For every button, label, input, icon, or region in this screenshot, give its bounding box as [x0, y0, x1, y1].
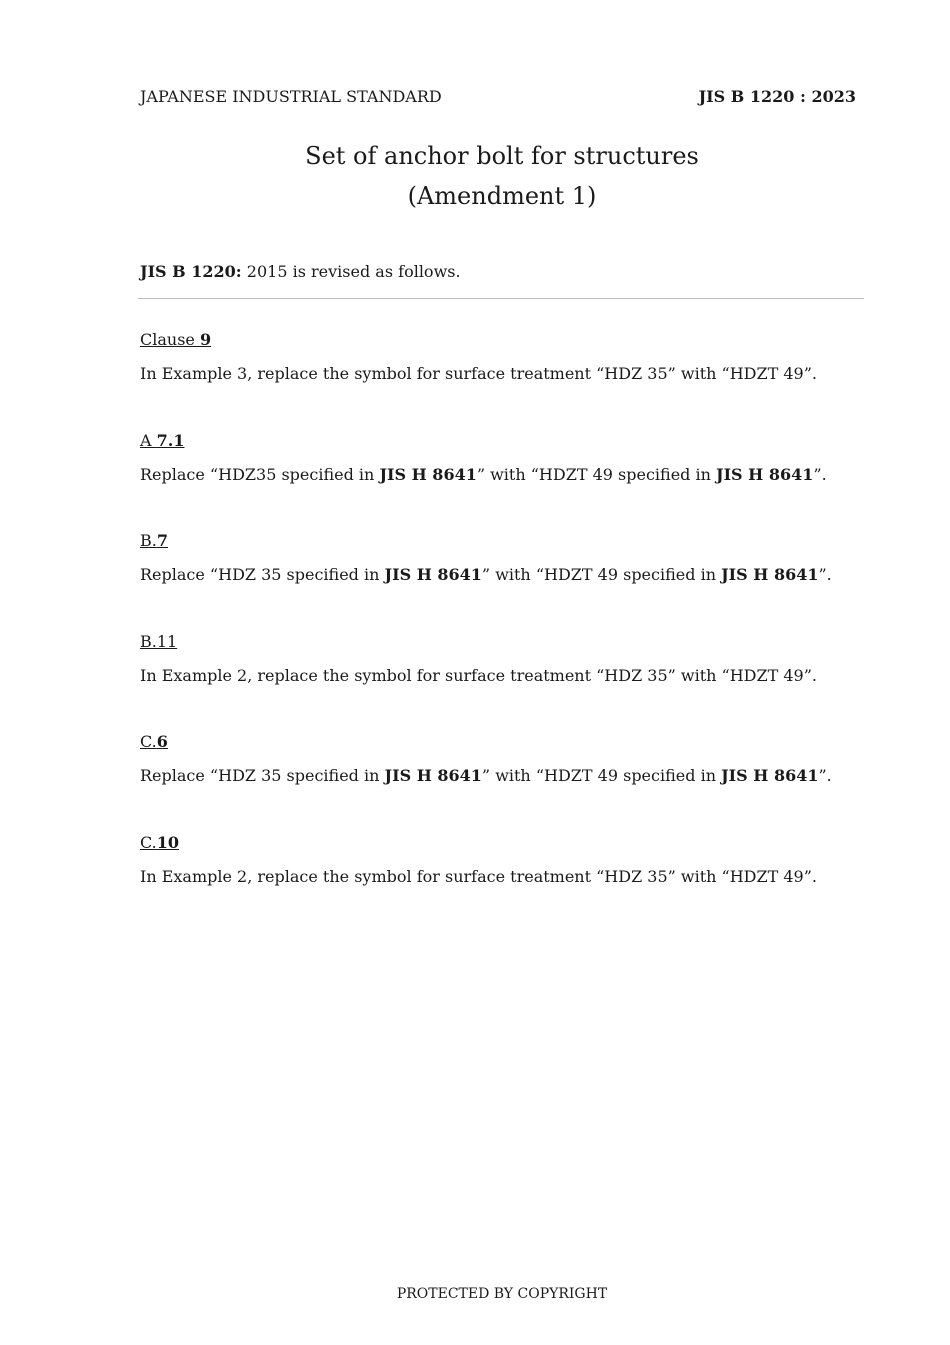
clause-heading-number: 7.1	[156, 431, 185, 450]
clause-heading-prefix: C.	[140, 732, 157, 751]
clause-text-part: Replace “HDZ 35 specified in	[140, 565, 385, 584]
clause-heading-prefix: C.	[140, 833, 157, 852]
clause-heading	[140, 833, 880, 853]
revision-intro-text: 2015 is revised as follows.	[241, 262, 461, 281]
standard-reference: JIS H 8641	[384, 565, 482, 584]
standard-reference: JIS H 8641	[379, 465, 477, 484]
clause-heading-number: 6	[156, 732, 168, 751]
clause-heading	[140, 431, 880, 451]
clause-text: In Example 2, replace the symbol for surface treatment “HDZ 35” with “HDZT 49”.	[140, 867, 817, 886]
clause-text-part: ” with “HDZT 49 specified in	[481, 766, 722, 785]
standard-number: JIS B 1220 : 2023	[698, 87, 856, 106]
amendment-clause-9	[140, 330, 880, 384]
clause-text: In Example 2, replace the symbol for surface treatment “HDZ 35” with “HDZT 49”.	[140, 666, 817, 685]
copyright-footer: PROTECTED BY COPYRIGHT	[396, 1286, 608, 1302]
title-line-2: (Amendment 1)	[407, 182, 597, 210]
clause-heading	[140, 330, 880, 350]
document-title	[0, 136, 950, 216]
clause-heading-prefix: A	[140, 431, 157, 450]
standard-reference: JIS H 8641	[716, 465, 814, 484]
clause-heading	[140, 632, 880, 652]
clause-heading-prefix: B.	[140, 531, 157, 550]
clause-text-part: ”.	[813, 465, 827, 484]
clause-heading-number: 7	[156, 531, 168, 550]
clause-text-part: ” with “HDZT 49 specified in	[481, 565, 722, 584]
revision-reference: JIS B 1220:	[140, 262, 242, 281]
clause-text	[140, 766, 880, 786]
clause-heading	[140, 531, 880, 551]
clause-heading	[140, 732, 880, 752]
amendment-c-6	[140, 732, 880, 786]
clause-text-part: Replace “HDZ 35 specified in	[140, 766, 385, 785]
amendment-c-10	[140, 833, 880, 887]
amendment-b-11	[140, 632, 880, 686]
revision-intro	[140, 262, 461, 281]
clause-text	[140, 465, 880, 485]
standard-reference: JIS H 8641	[721, 565, 819, 584]
clause-heading-number: 9	[199, 330, 212, 349]
amendment-b-7	[140, 531, 880, 585]
clause-heading-prefix: Clause	[140, 330, 200, 349]
clause-heading-prefix: B.11	[140, 632, 178, 651]
clause-text-part: ”.	[818, 766, 832, 785]
clause-text-part: ” with “HDZT 49 specified in	[476, 465, 716, 484]
title-line-1: Set of anchor bolt for structures	[305, 142, 699, 170]
clause-text-part: ”.	[818, 565, 832, 584]
standard-category: JAPANESE INDUSTRIAL STANDARD	[140, 87, 442, 106]
divider	[138, 298, 864, 299]
clause-text	[140, 565, 880, 585]
clause-heading-number: 10	[156, 833, 180, 852]
standard-reference: JIS H 8641	[384, 766, 482, 785]
clause-text: In Example 3, replace the symbol for surface treatment “HDZ 35” with “HDZT 49”.	[140, 364, 817, 383]
amendment-a-7-1	[140, 431, 880, 485]
standard-reference: JIS H 8641	[721, 766, 819, 785]
clause-text-part: Replace “HDZ35 specified in	[140, 465, 380, 484]
